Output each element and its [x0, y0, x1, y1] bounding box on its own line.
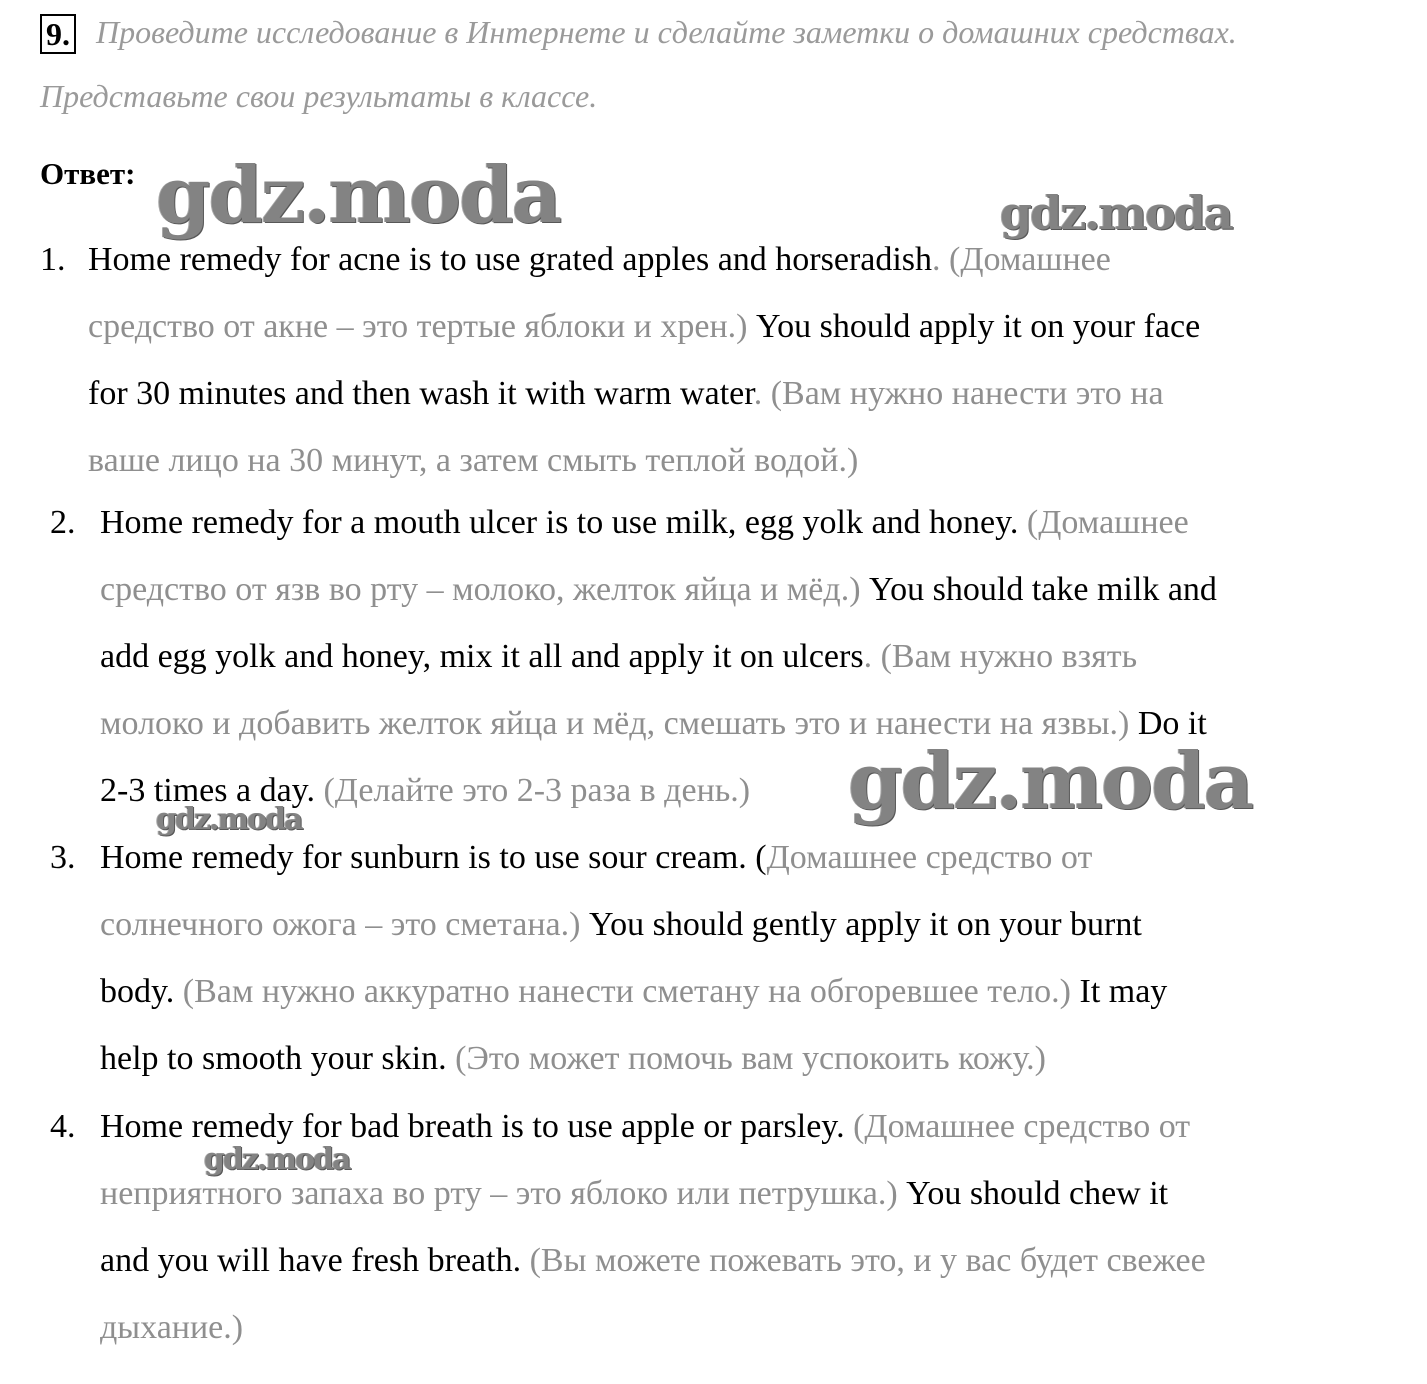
text-line: [100, 1227, 1410, 1294]
english-text: 2-3 times a day.: [100, 772, 324, 809]
list-item-1: [40, 226, 1410, 494]
text-line: [100, 1294, 1410, 1361]
task-instruction-line-2: Представьте свои результаты в классе.: [40, 78, 598, 114]
list-item-number: 2.: [50, 504, 76, 541]
russian-translation: (Это может помочь вам успокоить кожу.): [455, 1040, 1046, 1077]
russian-translation: Домашнее средство от: [766, 839, 1093, 876]
english-text: You should take milk and: [869, 571, 1217, 608]
answer-label: Ответ:: [40, 156, 136, 191]
watermark-logo: gdz.moda: [156, 802, 302, 837]
russian-translation: . (Вам нужно нанести это на: [753, 375, 1164, 412]
russian-translation: (Вы можете пожевать это, и у вас будет свежее: [529, 1242, 1206, 1279]
russian-translation: дыхание.): [100, 1309, 244, 1346]
list-item-4: [50, 1093, 1410, 1361]
russian-translation: . (Вам нужно взять: [863, 638, 1138, 675]
list-item-3: [50, 824, 1410, 1092]
text-line: [88, 293, 1410, 360]
list-item-number: 3.: [50, 839, 76, 876]
list-item-text: [88, 226, 1410, 494]
russian-translation: средство от язв во рту – молоко, желток яйца и мёд.): [100, 571, 870, 608]
russian-translation: неприятного запаха во рту – это яблоко или петрушка.): [100, 1175, 907, 1212]
russian-translation: (Вам нужно аккуратно нанести сметану на обгоревшее тело.): [182, 973, 1080, 1010]
english-text: Home remedy for acne is to use grated apples and horseradish: [88, 241, 933, 278]
text-line: [88, 427, 1410, 494]
russian-translation: . (Домашнее: [932, 241, 1111, 278]
text-line: [100, 1025, 1410, 1092]
english-text: add egg yolk and honey, mix it all and apply it on ulcers: [100, 638, 864, 675]
english-text: and you will have fresh breath.: [100, 1242, 530, 1279]
text-line: [100, 891, 1410, 958]
text-line: [100, 489, 1410, 556]
english-text: Do it: [1137, 705, 1207, 742]
text-line: [100, 623, 1410, 690]
russian-translation: средство от акне – это тертые яблоки и хрен.): [88, 308, 756, 345]
english-text: body.: [100, 973, 183, 1010]
english-text: help to smooth your skin.: [100, 1040, 456, 1077]
watermark-logo: gdz.moda: [204, 1142, 350, 1177]
task-header: [40, 14, 1410, 114]
russian-translation: молоко и добавить желток яйца и мёд, смешать это и нанести на язвы.): [100, 705, 1138, 742]
english-text: It may: [1079, 973, 1168, 1010]
english-text: Home remedy for bad breath is to use apple or parsley.: [100, 1108, 854, 1145]
english-text: You should gently apply it on your burnt: [588, 906, 1142, 943]
list-item-text: [100, 824, 1410, 1092]
english-text: You should chew it: [906, 1175, 1169, 1212]
english-text: Home remedy for sunburn is to use sour cream. (: [100, 839, 767, 876]
watermark-logo: gdz.moda: [156, 150, 561, 241]
english-text: Home remedy for a mouth ulcer is to use milk, egg yolk and honey.: [100, 504, 1027, 541]
task-instruction-line-1: Проведите исследование в Интернете и сделайте заметки о домашних средствах.: [96, 14, 1237, 50]
russian-translation: (Домашнее средство от: [853, 1108, 1191, 1145]
russian-translation: (Домашнее: [1026, 504, 1189, 541]
list-item-number: 4.: [50, 1108, 76, 1145]
list-item-text: [100, 1093, 1410, 1361]
text-line: [100, 556, 1410, 623]
russian-translation: ваше лицо на 30 минут, а затем смыть теплой водой.): [88, 442, 859, 479]
english-text: You should apply it on your face: [755, 308, 1201, 345]
text-line: [88, 360, 1410, 427]
task-number: 9.: [40, 14, 76, 54]
russian-translation: (Делайте это 2-3 раза в день.): [323, 772, 751, 809]
watermark-logo: gdz.moda: [848, 736, 1253, 827]
watermark-logo: gdz.moda: [1000, 186, 1232, 240]
list-item-number: 1.: [40, 241, 66, 278]
russian-translation: солнечного ожога – это сметана.): [100, 906, 589, 943]
text-line: [100, 958, 1410, 1025]
english-text: for 30 minutes and then wash it with warm water: [88, 375, 754, 412]
